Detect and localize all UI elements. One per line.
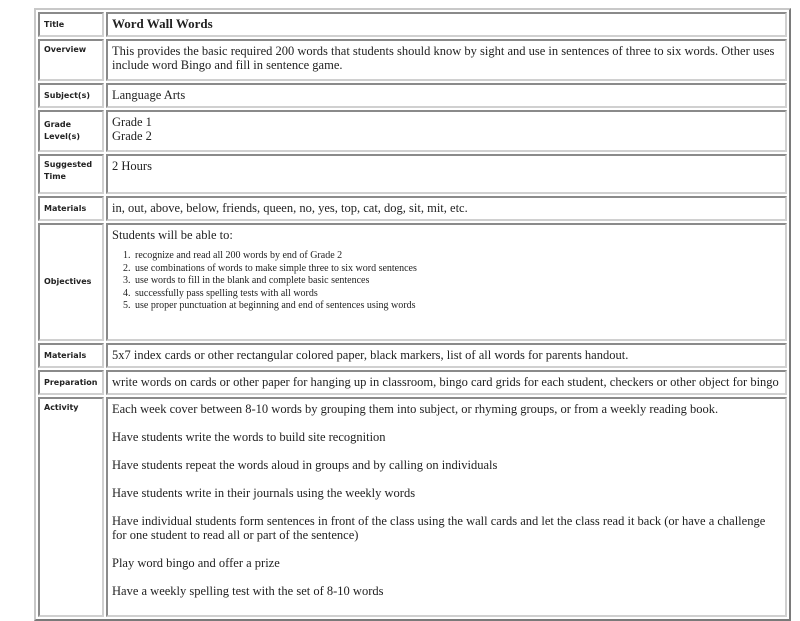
suggested-time-label: Suggested Time xyxy=(38,154,104,194)
lesson-plan-page xyxy=(34,8,791,621)
objectives-intro: Students will be able to: xyxy=(112,228,233,242)
materials-words-label: Materials xyxy=(38,196,104,221)
objectives-label: Objectives xyxy=(38,223,104,341)
row-materials-words xyxy=(38,196,787,221)
objective-item: 5. use proper punctuation at beginning and end of sentences using words xyxy=(133,300,781,313)
title-value: Word Wall Words xyxy=(106,12,787,37)
activity-paragraph: Have students write in their journals using the weekly words xyxy=(112,486,416,500)
subjects-label: Subject(s) xyxy=(38,83,104,108)
activity-paragraph: Have students write the words to build site recognition xyxy=(112,430,386,444)
row-suggested-time xyxy=(38,154,787,194)
objective-item: 3. use words to fill in the blank and complete basic sentences xyxy=(133,275,781,288)
objective-item: 1. recognize and read all 200 words by end of Grade 2 xyxy=(133,250,781,263)
overview-label: Overview xyxy=(38,39,104,81)
row-grade-levels xyxy=(38,110,787,152)
activity-paragraph: Have students repeat the words aloud in groups and by calling on individuals xyxy=(112,458,498,472)
row-preparation xyxy=(38,370,787,395)
objectives-list xyxy=(112,250,781,313)
grade-levels-value xyxy=(106,110,787,152)
row-activity xyxy=(38,397,787,617)
row-materials-supplies xyxy=(38,343,787,368)
objective-item: 4. successfully pass spelling tests with all words xyxy=(133,288,781,301)
activity-value xyxy=(106,397,787,617)
grade-level-item: Grade 1 xyxy=(112,115,152,129)
lesson-plan-table xyxy=(34,8,791,621)
materials-words-value: in, out, above, below, friends, queen, no, yes, top, cat, dog, sit, mit, etc. xyxy=(106,196,787,221)
activity-paragraph: Play word bingo and offer a prize xyxy=(112,556,280,570)
materials-supplies-label: Materials xyxy=(38,343,104,368)
materials-supplies-value: 5x7 index cards or other rectangular colored paper, black markers, list of all words for parents handout. xyxy=(106,343,787,368)
activity-paragraph: Have a weekly spelling test with the set of 8-10 words xyxy=(112,584,384,598)
overview-value: This provides the basic required 200 words that students should know by sight and use in sentences of three to six words. Other uses include word Bingo and fill in sentence game. xyxy=(106,39,787,81)
preparation-label: Preparation xyxy=(38,370,104,395)
grade-level-item: Grade 2 xyxy=(112,129,152,143)
preparation-value: write words on cards or other paper for hanging up in classroom, bingo card grids for each student, checkers or other object for bingo xyxy=(106,370,787,395)
title-label: Title xyxy=(38,12,104,37)
row-objectives xyxy=(38,223,787,341)
activity-paragraph: Each week cover between 8-10 words by grouping them into subject, or rhyming groups, or from a weekly reading book. xyxy=(112,402,719,416)
activity-label: Activity xyxy=(38,397,104,617)
suggested-time-value: 2 Hours xyxy=(106,154,787,194)
grade-levels-label: Grade Level(s) xyxy=(38,110,104,152)
objective-item: 2. use combinations of words to make simple three to six word sentences xyxy=(133,263,781,276)
row-title xyxy=(38,12,787,37)
objectives-value xyxy=(106,223,787,341)
activity-paragraph: Have individual students form sentences in front of the class using the wall cards and let the class read it back (or have a challenge for one student to read all or part of the sentence) xyxy=(112,514,766,542)
subjects-value: Language Arts xyxy=(106,83,787,108)
row-subjects xyxy=(38,83,787,108)
row-overview xyxy=(38,39,787,81)
